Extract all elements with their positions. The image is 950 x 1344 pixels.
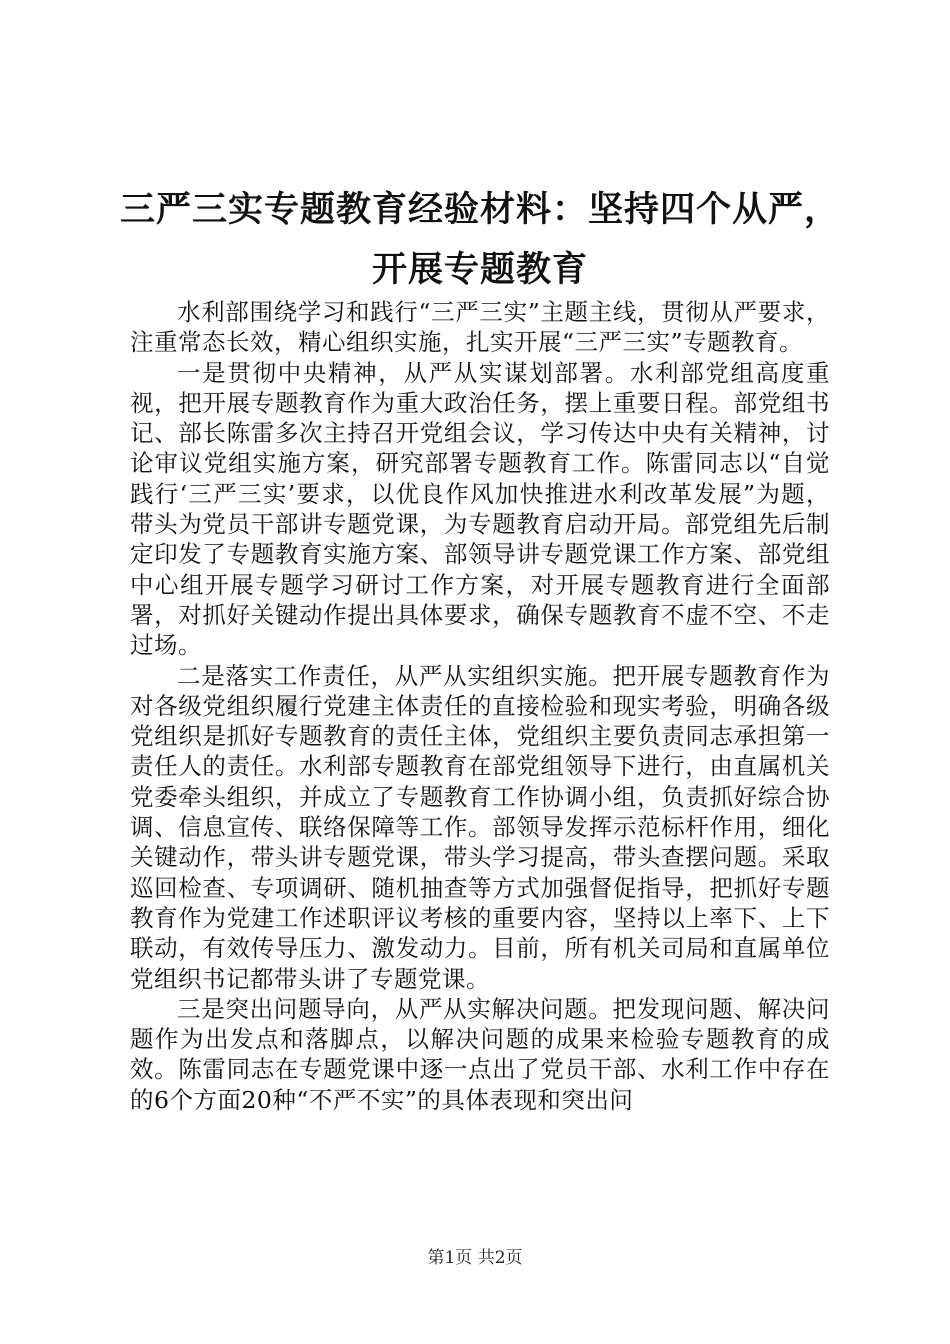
paragraph-intro: 水利部围绕学习和践行“三严三实”主题主线，贯彻从严要求，注重常态长效，精心组织实施，扎实开展“三严三实”专题教育。: [130, 298, 830, 357]
paragraph-point-2: 二是落实工作责任，从严从实组织实施。把开展专题教育作为对各级党组织履行党建主体责任的直接检验和现实考验，明确各级党组织是抓好专题教育的责任主体，党组织主要负责同志承担第一责任人的责任。水利部专题教育在部党组领导下进行，由直属机关党委牵头组织，并成立了专题教育工作协调小组，负责抓好综合协调、信息宣传、联络保障等工作。部领导发挥示范标杆作用，细化关键动作，带头讲专题党课，带头学习提高，带头查摆问题。采取巡回检查、专项调研、随机抽查等方式加强督促指导，把抓好专题教育作为党建工作述职评议考核的重要内容，坚持以上率下、上下联动，有效传导压力、激发动力。目前，所有机关司局和直属单位党组织书记都带头讲了专题党课。: [130, 661, 830, 993]
document-body: [130, 297, 830, 1115]
paragraph-point-3: 三是突出问题导向，从严从实解决问题。把发现问题、解决问题作为出发点和落脚点，以解决问题的成果来检验专题教育的成效。陈雷同志在专题党课中逐一点出了党员干部、水利工作中存在的6个方面20种“不严不实”的具体表现和突出问: [130, 994, 830, 1114]
document-title-line-1: 三严三实专题教育经验材料：坚持四个从严，: [120, 189, 841, 230]
paragraph-point-1: 一是贯彻中央精神，从严从实谋划部署。水利部党组高度重视，把开展专题教育作为重大政治任务，摆上重要日程。部党组书记、部长陈雷多次主持召开党组会议，学习传达中央有关精神，讨论审议党组实施方案，研究部署专题教育工作。陈雷同志以“自觉践行‘三严三实’要求，以优良作风加快推进水利改革发展”为题，带头为党员干部讲专题党课，为专题教育启动开局。部党组先后制定印发了专题教育实施方案、部领导讲专题党课工作方案、部党组中心组开展专题学习研讨工作方案，对开展专题教育进行全面部署，对抓好关键动作提出具体要求，确保专题教育不虚不空、不走过场。: [130, 358, 830, 660]
page-footer: 第1页 共2页: [427, 1248, 523, 1268]
document-title-line-2: 开展专题教育: [371, 249, 588, 290]
